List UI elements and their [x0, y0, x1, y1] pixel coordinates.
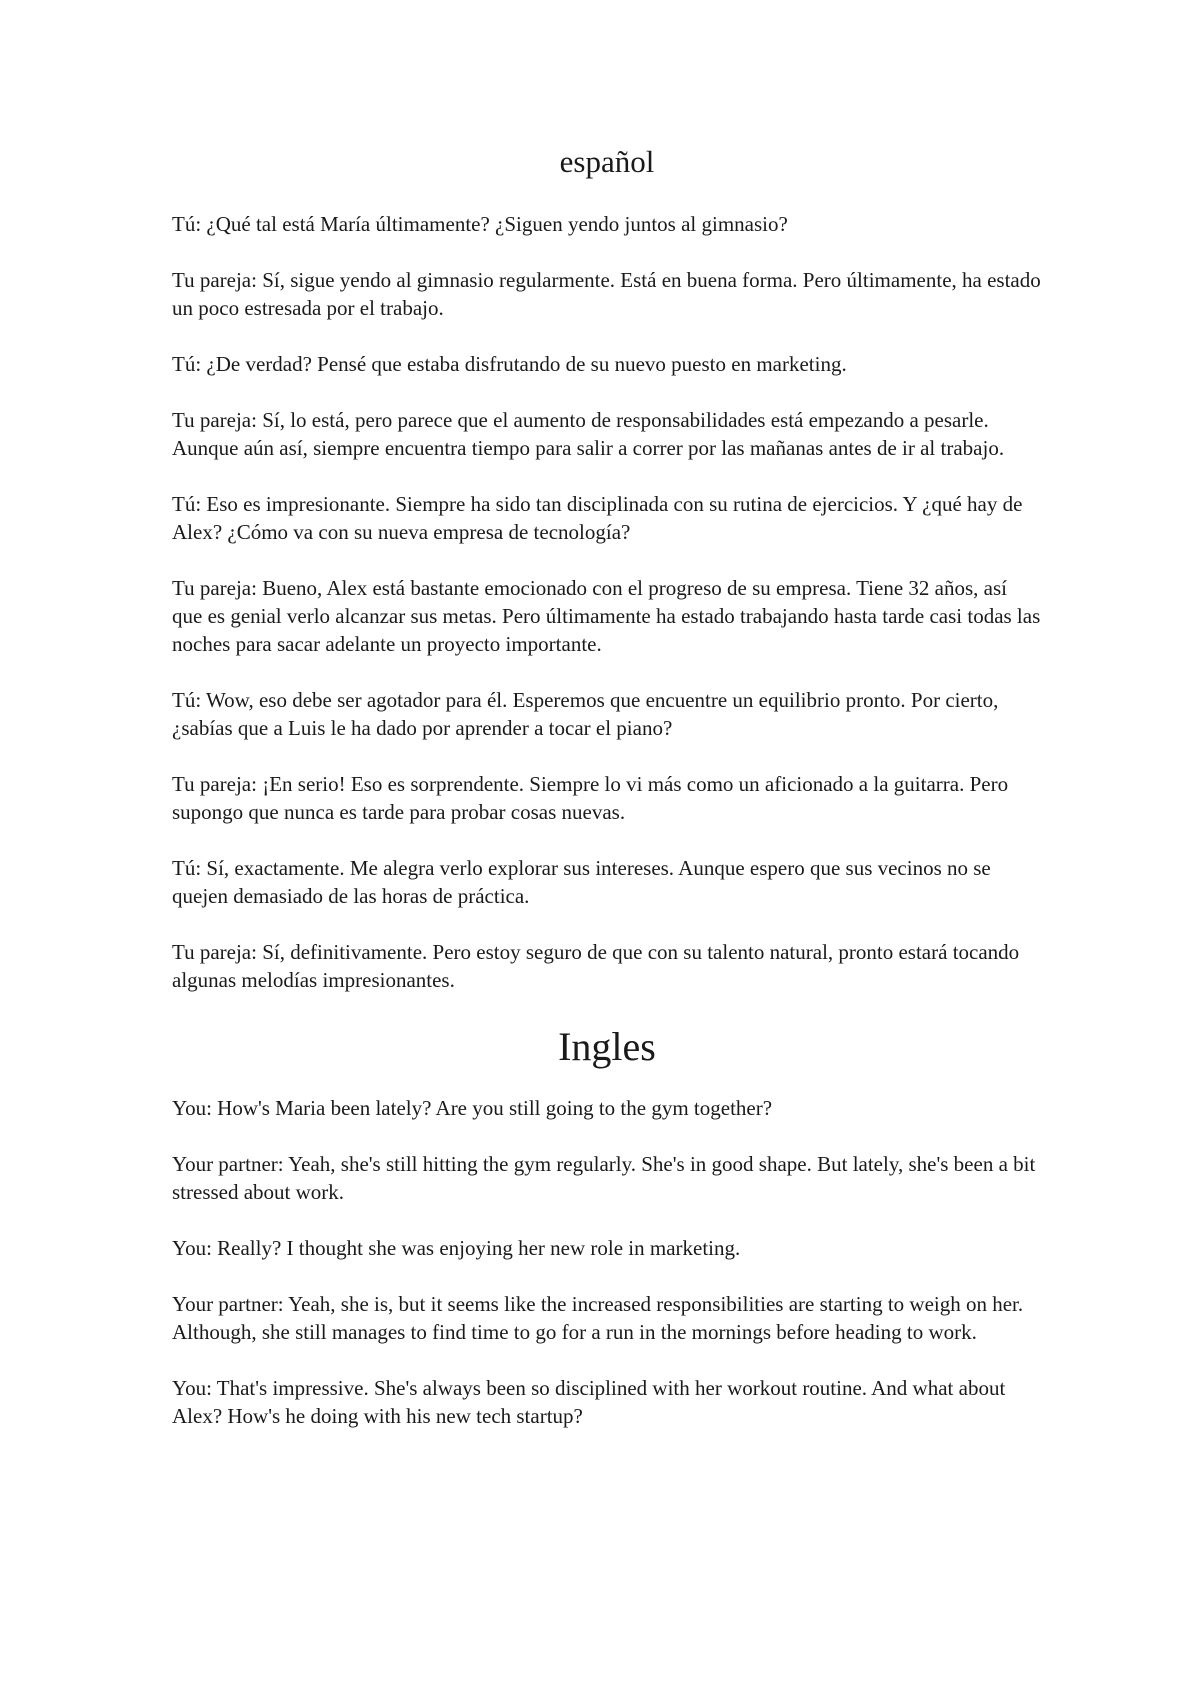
- dialogue-line: Tu pareja: Sí, definitivamente. Pero estoy seguro de que con su talento natural, pronto estará tocando algunas melodías impresionantes.: [172, 940, 1020, 992]
- dialogue-line: You: That's impressive. She's always been so disciplined with her workout routine. And what about Alex? How's he doing with his new tech startup?: [172, 1376, 1006, 1428]
- document-page: [172, 140, 1042, 1430]
- spanish-dialogue: [172, 210, 1042, 994]
- dialogue-line: Tu pareja: Bueno, Alex está bastante emocionado con el progreso de su empresa. Tiene 32 años, así que es genial verlo alcanzar sus metas. Pero últimamente ha estado trabajando hasta tarde casi todas las noches para sacar adelante un proyecto importante.: [172, 576, 1041, 656]
- dialogue-line: Tú: ¿De verdad? Pensé que estaba disfrutando de su nuevo puesto en marketing.: [172, 352, 847, 376]
- dialogue-line: Tu pareja: ¡En serio! Eso es sorprendente. Siempre lo vi más como un aficionado a la guitarra. Pero supongo que nunca es tarde para probar cosas nuevas.: [172, 772, 1009, 824]
- dialogue-line: Tú: Eso es impresionante. Siempre ha sido tan disciplinada con su rutina de ejercicios. Y ¿qué hay de Alex? ¿Cómo va con su nueva empresa de tecnología?: [172, 492, 1023, 544]
- dialogue-line: You: Really? I thought she was enjoying her new role in marketing.: [172, 1236, 741, 1260]
- dialogue-line: Tú: Sí, exactamente. Me alegra verlo explorar sus intereses. Aunque espero que sus vecinos no se quejen demasiado de las horas de práctica.: [172, 856, 991, 908]
- dialogue-line: Tú: Wow, eso debe ser agotador para él. Esperemos que encuentre un equilibrio pronto. Por cierto, ¿sabías que a Luis le ha dado por aprender a tocar el piano?: [172, 688, 999, 740]
- dialogue-line: Tu pareja: Sí, sigue yendo al gimnasio regularmente. Está en buena forma. Pero últimamente, ha estado un poco estresada por el trabajo.: [172, 268, 1041, 320]
- section-title-spanish: español: [559, 144, 655, 179]
- dialogue-line: Your partner: Yeah, she is, but it seems like the increased responsibilities are starting to weigh on her. Although, she still manages to find time to go for a run in the mornings before heading to work.: [172, 1292, 1024, 1344]
- section-title-english: Ingles: [558, 1024, 656, 1069]
- dialogue-line: Your partner: Yeah, she's still hitting the gym regularly. She's in good shape. But lately, she's been a bit stressed about work.: [172, 1152, 1036, 1204]
- english-dialogue: [172, 1094, 1042, 1430]
- dialogue-line: You: How's Maria been lately? Are you still going to the gym together?: [172, 1096, 773, 1120]
- dialogue-line: Tú: ¿Qué tal está María últimamente? ¿Siguen yendo juntos al gimnasio?: [172, 212, 788, 236]
- dialogue-line: Tu pareja: Sí, lo está, pero parece que el aumento de responsabilidades está empezando a pesarle. Aunque aún así, siempre encuentra tiempo para salir a correr por las mañanas antes de ir al trabajo.: [172, 408, 1005, 460]
